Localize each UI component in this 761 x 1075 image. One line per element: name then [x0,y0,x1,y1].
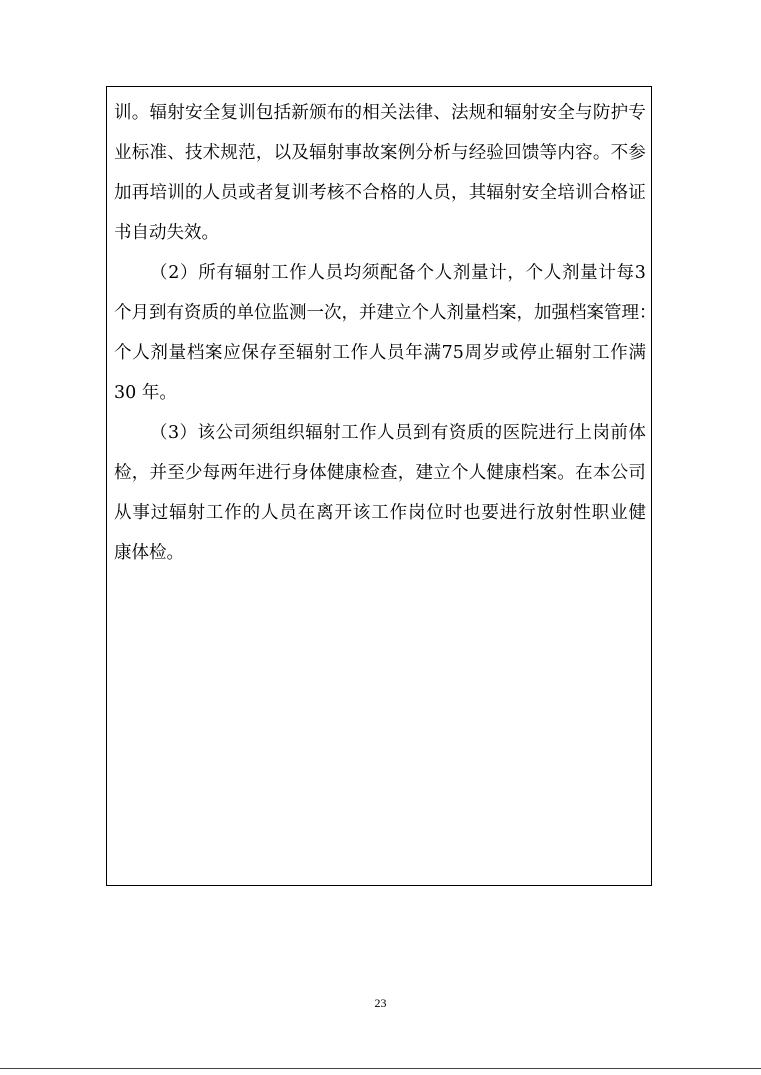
body-text [114,93,657,573]
text-line: 书自动失效。 [114,223,219,243]
text-line: 加 再 培 训 的 人 员 或 者 复 训 考 核 不 合 格 的 人 员 ， 其 辐 射 安 全 培 训 合 格 证 [114,183,646,203]
text-line: 业 标 准 、 技 术 规 范 ， 以 及 辐 射 事 故 案 例 分 析 与 经 验 回 馈 等 内 容 。 不 参 [114,143,646,163]
text-line: 个 人 剂 量 档 案 应 保 存 至 辐 射 工 作 人 员 年 满 75 周 岁 或 停 止 辐 射 工 作 满 [114,343,646,363]
text-line: 个 月 到 有 资 质 的 单 位 监 测 一 次 ， 并 建 立 个 人 剂 量 档 案 ， 加 强 档 案 管 理 ： [114,303,657,323]
text-line: 检 ， 并 至 少 每 两 年 进 行 身 体 健 康 检 查 ， 建 立 个 人 健 康 档 案 。 在 本 公 司 [114,463,646,483]
content-table-cell [106,86,657,886]
text-line: 训 。 辐 射 安 全 复 训 包 括 新 颁 布 的 相 关 法 律 、 法 规 和 辐 射 安 全 与 防 护 专 [114,103,646,123]
text-line: （ 2 ） 所 有 辐 射 工 作 人 员 均 须 配 备 个 人 剂 量 计 ， 个 人 剂 量 计 每 3 [150,263,646,283]
text-line: （ 3 ） 该 公 司 须 组 织 辐 射 工 作 人 员 到 有 资 质 的 医 院 进 行 上 岗 前 体 [150,423,646,443]
page-number: 23 [374,996,387,1010]
page-bottom-divider [0,1068,761,1069]
text-line: 从 事 过 辐 射 工 作 的 人 员 在 离 开 该 工 作 岗 位 时 也 要 进 行 放 射 性 职 业 健 [114,503,646,523]
text-line: 30 年。 [114,383,177,403]
text-line: 康体检。 [114,543,184,563]
